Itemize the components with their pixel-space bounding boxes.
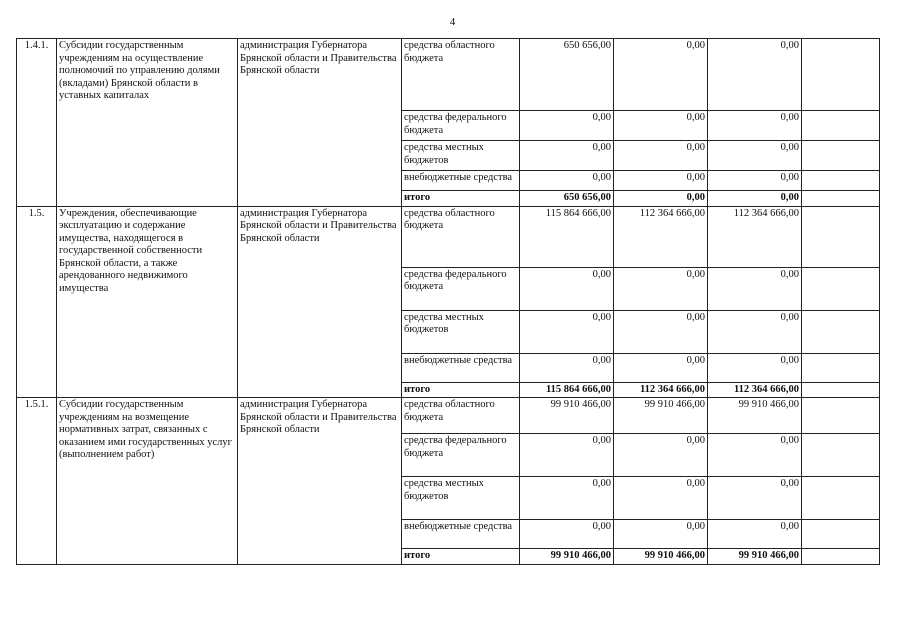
table-row: [17, 39, 880, 111]
table-row: [17, 398, 880, 434]
amount-year-1: 0,00: [520, 477, 614, 520]
row-description: Субсидии государственным учреждениям на возмещение нормативных затрат, связанных с оказанием ими государственных услуг (выполнением работ): [57, 398, 238, 565]
amount-year-3: 99 910 466,00: [708, 549, 802, 565]
empty-cell: [802, 111, 880, 141]
amount-year-2: 99 910 466,00: [614, 549, 708, 565]
funding-source: средства местных бюджетов: [402, 310, 520, 353]
amount-year-1: 650 656,00: [520, 191, 614, 207]
amount-year-3: 0,00: [708, 434, 802, 477]
amount-year-2: 0,00: [614, 353, 708, 382]
funding-source: средства областного бюджета: [402, 398, 520, 434]
amount-year-2: 0,00: [614, 191, 708, 207]
funding-source: средства областного бюджета: [402, 206, 520, 267]
amount-year-3: 0,00: [708, 477, 802, 520]
row-code: 1.5.: [17, 206, 57, 398]
amount-year-2: 99 910 466,00: [614, 398, 708, 434]
amount-year-2: 0,00: [614, 520, 708, 549]
amount-year-3: 112 364 666,00: [708, 206, 802, 267]
funding-source-total: итого: [402, 191, 520, 207]
row-code: 1.5.1.: [17, 398, 57, 565]
funding-source: внебюджетные средства: [402, 171, 520, 191]
amount-year-2: 0,00: [614, 141, 708, 171]
funding-source: внебюджетные средства: [402, 353, 520, 382]
funding-source: средства местных бюджетов: [402, 141, 520, 171]
funding-source: средства федерального бюджета: [402, 267, 520, 310]
amount-year-1: 115 864 666,00: [520, 382, 614, 398]
amount-year-1: 0,00: [520, 141, 614, 171]
amount-year-3: 0,00: [708, 267, 802, 310]
funding-source: внебюджетные средства: [402, 520, 520, 549]
amount-year-3: 99 910 466,00: [708, 398, 802, 434]
amount-year-2: 0,00: [614, 310, 708, 353]
empty-cell: [802, 434, 880, 477]
amount-year-3: 0,00: [708, 39, 802, 111]
empty-cell: [802, 267, 880, 310]
page-number: 4: [449, 16, 456, 28]
empty-cell: [802, 398, 880, 434]
amount-year-3: 0,00: [708, 520, 802, 549]
amount-year-1: 0,00: [520, 353, 614, 382]
row-description: Субсидии государственным учреждениям на осуществление полномочий по управлению долями (вкладами) Брянской области в уставных капиталах: [57, 39, 238, 207]
amount-year-3: 112 364 666,00: [708, 382, 802, 398]
empty-cell: [802, 549, 880, 565]
empty-cell: [802, 206, 880, 267]
amount-year-1: 115 864 666,00: [520, 206, 614, 267]
budget-table: [16, 38, 880, 565]
amount-year-2: 0,00: [614, 477, 708, 520]
amount-year-1: 0,00: [520, 434, 614, 477]
amount-year-1: 0,00: [520, 520, 614, 549]
empty-cell: [802, 171, 880, 191]
amount-year-3: 0,00: [708, 353, 802, 382]
amount-year-3: 0,00: [708, 171, 802, 191]
amount-year-2: 0,00: [614, 267, 708, 310]
amount-year-2: 0,00: [614, 434, 708, 477]
amount-year-2: 112 364 666,00: [614, 206, 708, 267]
empty-cell: [802, 382, 880, 398]
row-description: Учреждения, обеспечивающие эксплуатацию и содержание имущества, находящегося в государственной собственности Брянской области, а также арендованного недвижимого имущества: [57, 206, 238, 398]
funding-source-total: итого: [402, 549, 520, 565]
row-executor: администрация Губернатора Брянской области и Правительства Брянской области: [238, 206, 402, 398]
amount-year-1: 650 656,00: [520, 39, 614, 111]
amount-year-1: 99 910 466,00: [520, 398, 614, 434]
row-executor: администрация Губернатора Брянской области и Правительства Брянской области: [238, 398, 402, 565]
empty-cell: [802, 520, 880, 549]
amount-year-1: 0,00: [520, 267, 614, 310]
empty-cell: [802, 191, 880, 207]
amount-year-3: 0,00: [708, 141, 802, 171]
row-executor: администрация Губернатора Брянской области и Правительства Брянской области: [238, 39, 402, 207]
amount-year-3: 0,00: [708, 310, 802, 353]
funding-source: средства местных бюджетов: [402, 477, 520, 520]
funding-source: средства федерального бюджета: [402, 111, 520, 141]
empty-cell: [802, 353, 880, 382]
amount-year-3: 0,00: [708, 111, 802, 141]
empty-cell: [802, 310, 880, 353]
amount-year-1: 0,00: [520, 111, 614, 141]
funding-source: средства федерального бюджета: [402, 434, 520, 477]
empty-cell: [802, 39, 880, 111]
amount-year-2: 0,00: [614, 171, 708, 191]
empty-cell: [802, 141, 880, 171]
amount-year-1: 0,00: [520, 310, 614, 353]
table-row: [17, 206, 880, 267]
amount-year-1: 99 910 466,00: [520, 549, 614, 565]
amount-year-2: 112 364 666,00: [614, 382, 708, 398]
funding-source: средства областного бюджета: [402, 39, 520, 111]
amount-year-2: 0,00: [614, 111, 708, 141]
row-code: 1.4.1.: [17, 39, 57, 207]
empty-cell: [802, 477, 880, 520]
amount-year-1: 0,00: [520, 171, 614, 191]
amount-year-3: 0,00: [708, 191, 802, 207]
amount-year-2: 0,00: [614, 39, 708, 111]
funding-source-total: итого: [402, 382, 520, 398]
